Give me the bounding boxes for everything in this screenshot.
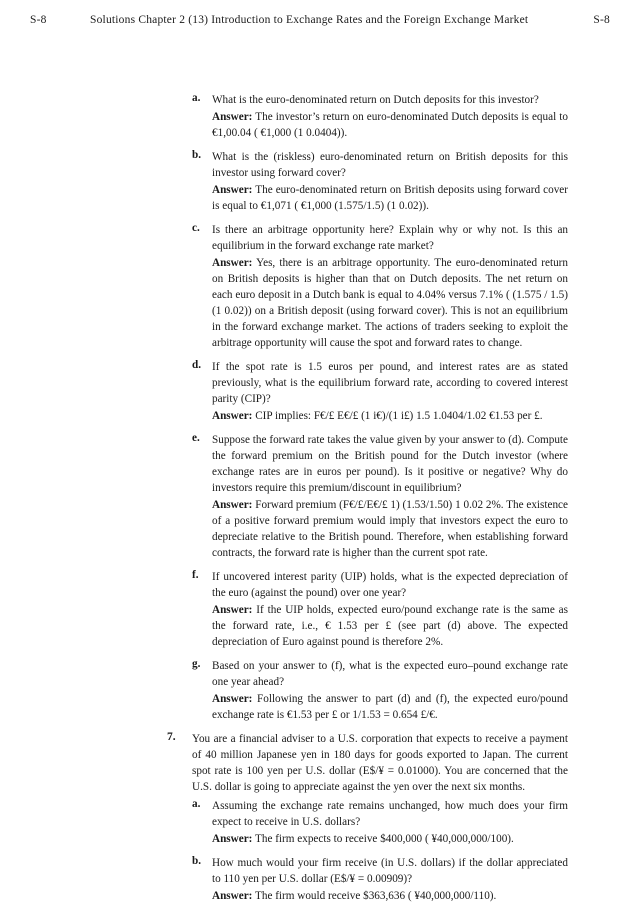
problem-6-parts (0, 92, 638, 723)
question-text: Is there an arbitrage opportunity here? Explain why or why not. Is this an equilibrium in the forward exchange rate market? (212, 224, 568, 252)
answer-paragraph (212, 255, 568, 351)
answer-text: The euro-denominated return on British deposits using forward cover is equal to €1,071 ( €1,000 (1.575/1.5) (1 0.02)). (212, 184, 568, 212)
running-header (30, 14, 610, 30)
answer-label: Answer: (212, 111, 253, 123)
answer-paragraph (212, 888, 568, 904)
answer-text: Forward premium (F€/£/E€/£ 1) (1.53/1.50) 1 0.02 2%. The existence of a positive forward premium would imply that investors expect the euro to depreciate relative to the British pound. Therefore, when establishing forward contracts, the forward rate is higher than the current spot rate. (212, 499, 568, 559)
question-item (192, 92, 568, 141)
answer-text: CIP implies: F€/£ E€/£ (1 i€)/(1 i£) 1.5 1.0404/1.02 €1.53 per £. (255, 410, 543, 422)
question-text: How much would your firm receive (in U.S. dollars) if the dollar appreciated to 110 yen per U.S. dollar (E$/¥ = 0.00909)? (212, 857, 568, 885)
page-body (0, 92, 638, 912)
page-number-right: S-8 (593, 14, 610, 26)
item-label: d. (192, 359, 202, 371)
answer-text: If the UIP holds, expected euro/pound exchange rate is the same as the forward rate, i.e., € 1.53 per £ (see part (d) above. The expected depreciation of Euro against pound is therefore 2%. (212, 604, 568, 648)
answer-text: The firm expects to receive $400,000 ( ¥40,000,000/100). (255, 833, 514, 845)
question-item (192, 798, 568, 847)
question-item (192, 569, 568, 650)
question-item (192, 359, 568, 424)
answer-label: Answer: (212, 499, 253, 511)
answer-paragraph (212, 182, 568, 214)
problem-7-parts (0, 798, 638, 904)
answer-text: The firm would receive $363,636 ( ¥40,000,000/110). (255, 890, 497, 902)
item-label: e. (192, 432, 200, 444)
answer-paragraph (212, 602, 568, 650)
answer-label: Answer: (212, 257, 253, 269)
question-item (192, 222, 568, 351)
question-text: Based on your answer to (f), what is the expected euro–pound exchange rate one year ahead? (212, 660, 568, 688)
question-item (192, 149, 568, 214)
item-label: b. (192, 149, 202, 161)
question-text: Assuming the exchange rate remains unchanged, how much does your firm expect to receive in U.S. dollars? (212, 800, 568, 828)
item-label: c. (192, 222, 200, 234)
answer-label: Answer: (212, 410, 253, 422)
item-label: f. (192, 569, 199, 581)
running-title: Solutions Chapter 2 (13) Introduction to Exchange Rates and the Foreign Exchange Market (90, 14, 529, 26)
answer-text: Yes, there is an arbitrage opportunity. The euro-denominated return on British deposits is higher than that on Dutch deposits. The net return on each euro deposit in a Dutch bank is equal to 4.04% versus 7.1% ( (1.575 / 1.5) (1 0.02)) on a British deposit (using forward cover). This is not an equilibrium in the forward exchange market. The actions of traders seeking to exploit the arbitrage opportunity will cause the spot and forward rates to change. (212, 257, 568, 349)
answer-label: Answer: (212, 890, 253, 902)
page-number-left: S-8 (30, 14, 47, 26)
problem-number: 7. (167, 731, 176, 743)
question-text: Suppose the forward rate takes the value given by your answer to (d). Compute the forward premium on the British pound for the Dutch investor (where exchange rates are in euros per pound). Is it positive or negative? Why do investors require this premium/discount in equilibrium? (212, 434, 568, 494)
item-label: a. (192, 92, 201, 104)
answer-paragraph (212, 109, 568, 141)
problem-7 (167, 731, 568, 795)
answer-label: Answer: (212, 833, 253, 845)
question-text: If uncovered interest parity (UIP) holds, what is the expected depreciation of the euro (against the pound) over one year? (212, 571, 568, 599)
item-label: a. (192, 798, 201, 810)
answer-label: Answer: (212, 693, 253, 705)
item-label: g. (192, 658, 201, 670)
question-text: What is the euro-denominated return on Dutch deposits for this investor? (212, 94, 539, 106)
answer-paragraph (212, 497, 568, 561)
answer-text: The investor’s return on euro-denominated Dutch deposits is equal to €1,00.04 ( €1,000 (1 0.0404)). (212, 111, 568, 139)
answer-paragraph (212, 831, 568, 847)
answer-text: Following the answer to part (d) and (f), the expected euro/pound exchange rate is €1.53 per £ or 1/1.53 = 0.654 £/€. (212, 693, 569, 721)
problem-7-text: You are a financial adviser to a U.S. corporation that expects to receive a payment of 40 million Japanese yen in 180 days for goods exported to Japan. The current spot rate is 100 yen per U.S. dollar (E$/¥ = 0.01000). You are concerned that the U.S. dollar is going to appreciate against the yen over the next six months. (192, 733, 568, 793)
question-item (192, 855, 568, 904)
item-label: b. (192, 855, 202, 867)
question-item (192, 432, 568, 561)
answer-label: Answer: (212, 184, 253, 196)
question-text: What is the (riskless) euro-denominated return on British deposits for this investor using forward cover? (212, 151, 568, 179)
answer-label: Answer: (212, 604, 253, 616)
answer-paragraph (212, 691, 568, 723)
answer-paragraph (212, 408, 568, 424)
question-item (192, 658, 569, 723)
question-text: If the spot rate is 1.5 euros per pound, and interest rates are as stated previously, what is the equilibrium forward rate, according to covered interest parity (CIP)? (212, 361, 568, 405)
